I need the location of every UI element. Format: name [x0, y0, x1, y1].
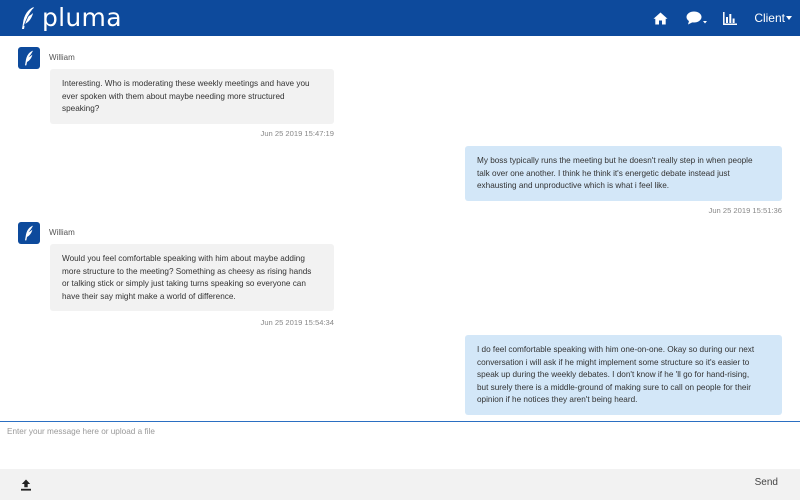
message-input[interactable] — [0, 422, 800, 469]
message-line: Would you feel comfortable speaking with him about maybe adding — [62, 254, 305, 263]
quill-icon — [23, 50, 35, 66]
sender-name: William — [49, 228, 75, 237]
client-dropdown[interactable] — [754, 11, 792, 25]
send-button[interactable]: Send — [754, 477, 778, 488]
chevron-down-icon — [786, 16, 792, 20]
message-line: have their say might make a world of difference. — [62, 291, 236, 301]
brand[interactable] — [20, 0, 122, 36]
message-line: My boss typically runs the meeting but he doesn't really step in when people — [477, 156, 753, 165]
message-line: talk over one another. I think he think it's energetic debate instead just — [477, 168, 730, 178]
message-timestamp: Jun 25 2019 15:54:34 — [260, 318, 334, 327]
message-bubble — [50, 69, 334, 124]
message-bubble — [465, 335, 782, 415]
upload-icon[interactable] — [18, 477, 34, 493]
message-bubble — [50, 244, 334, 311]
message-timestamp: Jun 25 2019 15:47:19 — [260, 129, 334, 138]
message-line: opinion if he notices they aren't being heard. — [477, 395, 638, 405]
quill-icon — [23, 225, 35, 241]
bar-chart-icon[interactable] — [720, 0, 740, 36]
message-line: conversation i will ask if he might implement some structure so it's easier to — [477, 357, 750, 367]
message-line: ever spoken with them about maybe needing more structured — [62, 91, 285, 101]
sender-name: William — [49, 53, 75, 62]
home-icon[interactable] — [650, 0, 670, 36]
message-line: more structure to the meeting? Something as cheesy as rising hands — [62, 266, 312, 276]
quill-logo-icon — [20, 6, 36, 30]
message-line: or talking stick or simply just taking turns speaking so everyone can — [62, 279, 306, 289]
top-navigation-bar — [0, 0, 800, 36]
message-line: exhausting and unproductive which is what i feel like. — [477, 181, 670, 191]
app-name: pluma — [42, 3, 122, 32]
message-bubble — [465, 146, 782, 201]
message-line: Interesting. Who is moderating these weekly meetings and have you — [62, 79, 310, 88]
message-list — [0, 36, 800, 421]
client-label: Client — [754, 11, 785, 25]
avatar — [18, 222, 40, 244]
message-line: speaking? — [62, 104, 100, 114]
chat-icon[interactable] — [684, 0, 710, 36]
avatar — [18, 47, 40, 69]
message-timestamp: Jun 25 2019 15:51:36 — [708, 206, 782, 215]
message-line: but surely there is a middle-ground of making sure to call on people for their — [477, 382, 751, 392]
composer-toolbar — [0, 469, 800, 500]
message-line: speak up during the weekly debates. I don't know if he 'll go for hand-rising, — [477, 370, 750, 380]
message-line: I do feel comfortable speaking with him one-on-one. Okay so during our next — [477, 345, 755, 354]
